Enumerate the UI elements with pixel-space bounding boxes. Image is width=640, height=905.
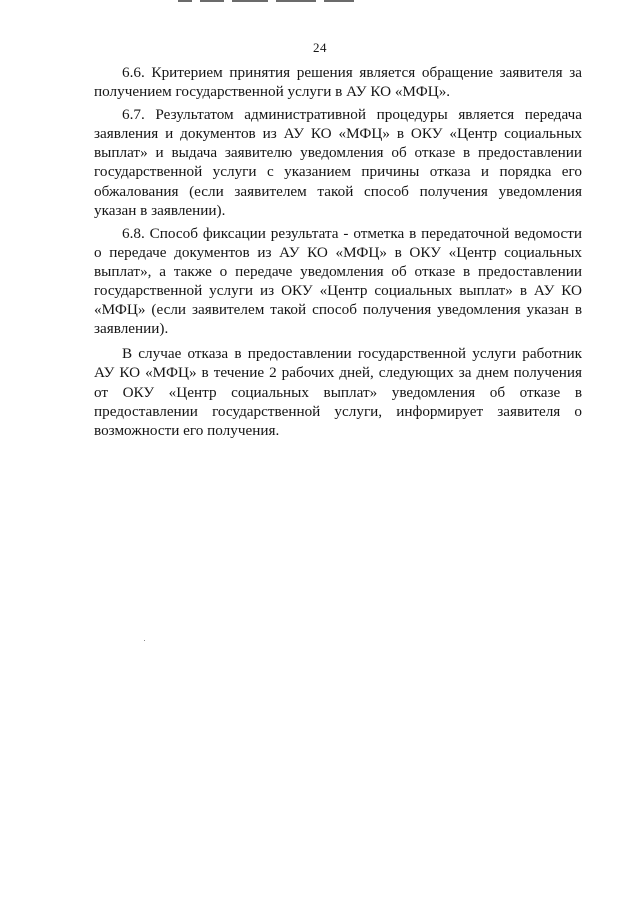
paragraph-6-6: 6.6. Критерием принятия решения является обращение заявителя за получением государственной услуги в АУ КО «МФЦ».: [94, 64, 582, 101]
paragraph-6-8: 6.8. Способ фиксации результата - отметка в передаточной ведомости о передаче документов из АУ КО «МФЦ» в ОКУ «Центр социальных выплат», а также о передаче уведомления об отказе в предоставлении государственной услуги из ОКУ «Центр социальных выплат» в АУ КО «МФЦ» (если заявителем такой способ получения уведомления указан в заявлении).: [94, 224, 582, 338]
document-body: [94, 63, 582, 444]
scan-speck: [144, 640, 145, 641]
paragraph-refusal-notice: В случае отказа в предоставлении государственной услуги работник АУ КО «МФЦ» в течение 2 рабочих дней, следующих за днем получения от ОКУ «Центр социальных выплат» уведомления об отказе в предоставлении государственной услуги, информирует заявителя о возможности его получения.: [94, 345, 582, 439]
paragraph-6-7: 6.7. Результатом административной процедуры является передача заявления и документов из АУ КО «МФЦ» в ОКУ «Центр социальных выплат» и выдача заявителю уведомления об отказе в предоставлении государственной услуги с указанием причины отказа и порядка его обжалования (если заявителем такой способ получения уведомления указан в заявлении).: [94, 106, 582, 219]
scan-edge-marks: [178, 0, 358, 3]
page-number: 24: [313, 40, 327, 55]
